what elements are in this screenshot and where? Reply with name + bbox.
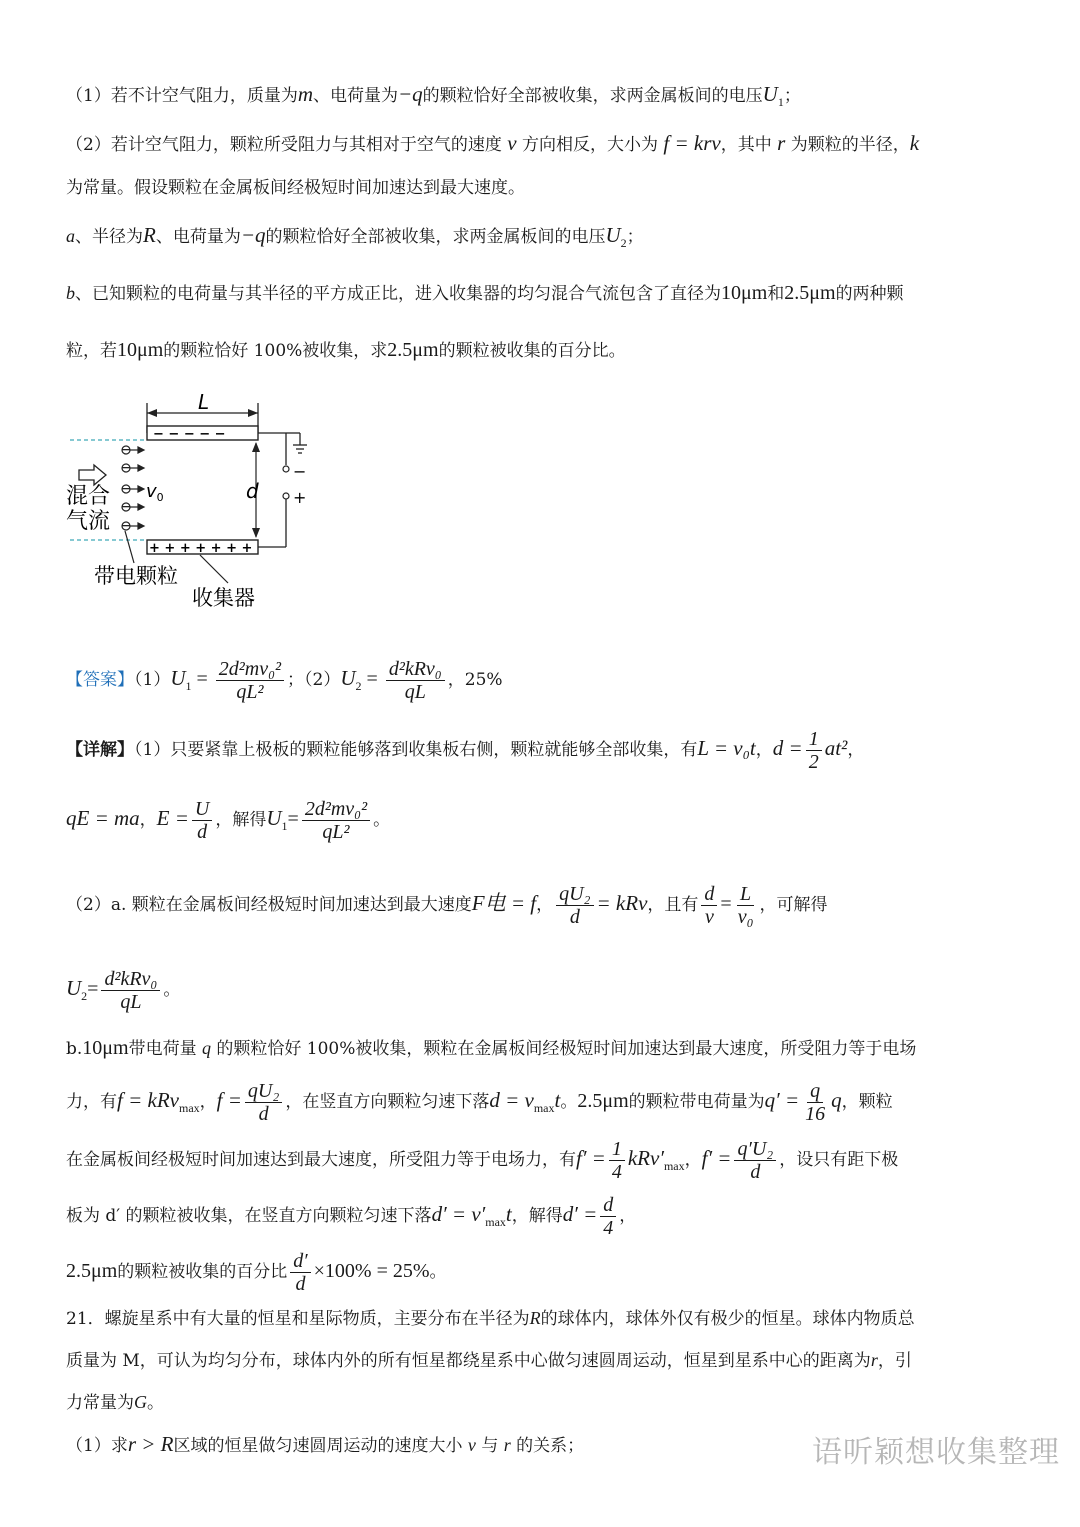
- detail-line-4: $U_2=$ $\frac{\text{d²kRv₀}}{qL}$ 。: [66, 968, 181, 1013]
- particles-label: 带电颗粒: [94, 564, 178, 588]
- collector-diagram: [60, 385, 330, 620]
- figure-L-label: L: [198, 390, 210, 414]
- detail-line-9: 2.5μm的颗粒被收集的百分比 $\frac{d'}{d}$ ×100% = 25%。: [66, 1250, 447, 1295]
- detail-line-5: b.10μm带电荷量 q 的颗粒恰好 100%被收集，颗粒在金属板间经极短时间加速达到最大速度，所受阻力等于电场: [66, 1037, 917, 1059]
- detail-line-2: qE = ma，E = $\frac{U}{d}$ ，解得$U_1=$ $\frac{\text{2d²mv₀²}}{\text{qL²}}$ 。: [66, 798, 391, 843]
- bottom-plate-charges: + + + + + + +: [149, 541, 253, 556]
- detail-line-8: 板为 d′ 的颗粒被收集，在竖直方向颗粒匀速下落$d' = v'_{max}t$，解得d′ = $\frac{d}{4}$ ，: [66, 1194, 637, 1239]
- collector-label: 收集器: [192, 586, 255, 610]
- question-21-line-4: （1）求r > R区域的恒星做匀速圆周运动的速度大小 v 与 r 的关系；: [66, 1432, 585, 1456]
- figure-d-label: d: [246, 479, 259, 503]
- question-21-line-3: 力常量为G。: [66, 1392, 164, 1413]
- mixed-flow-label-2: 气流: [66, 509, 111, 534]
- detail-tag: 【详解】: [66, 740, 134, 760]
- question-2b-line-2: 粒，若10μm的颗粒恰好 100%被收集，求2.5μm的颗粒被收集的百分比。: [66, 339, 626, 361]
- question-2a: a、半径为R、电荷量为−q的颗粒恰好全部被收集，求两金属板间的电压$U_2$；: [66, 223, 644, 250]
- mixed-flow-label-1: 混合: [66, 484, 111, 509]
- question-21-line-1: 21．螺旋星系中有大量的恒星和星际物质，主要分布在半径为R的球体内，球体外仅有极少的恒星。球体内物质总: [66, 1308, 915, 1329]
- detail-line-7: 在金属板间经极短时间加速达到最大速度，所受阻力等于电场力，有f′ = $\frac{1}{4}$ $kRv'_{max}$，f′ = $\frac{\text{q′U₂}}{d}$ ，设只有距下极: [66, 1138, 899, 1183]
- figure-v0-label: $v_0$: [146, 481, 164, 504]
- question-1: （1）若不计空气阻力，质量为m、电荷量为−q的颗粒恰好全部被收集，求两金属板间的电压$U_1$；: [66, 82, 801, 109]
- top-plate-charges: − − − − −: [153, 427, 226, 442]
- answer-line: 【答案】$(1)U_1$ = $\frac{\text{2d²mv₀²}}{\text{qL²}}$ ；$(2)U_2$ = $\frac{\text{d²kRv₀}}{qL}$ ，25%: [66, 658, 503, 703]
- terminal-plus: +: [293, 488, 307, 507]
- watermark: 语听颖想收集整理: [812, 1435, 1060, 1470]
- answer-tag: 【答案】: [66, 670, 134, 690]
- question-2b: b、已知颗粒的电荷量与其半径的平方成正比，进入收集器的均匀混合气流包含了直径为10μm和2.5μm的两种颗: [66, 282, 904, 304]
- question-2-line-2: 为常量。假设颗粒在金属板间经极短时间加速达到最大速度。: [66, 178, 525, 198]
- detail-line-3: （2）a. 颗粒在金属板间经极短时间加速达到最大速度F电 = f， $\frac{\text{qU₂}}{d}$ = kRv，且有 $\frac{d}{v}$ = $\frac{L}{\text{v₀}}$ ，可解得: [66, 883, 828, 928]
- question-21-line-2: 质量为 M，可认为均匀分布，球体内外的所有恒星都绕星系中心做匀速圆周运动，恒星到星系中心的距离为r，引: [66, 1350, 912, 1371]
- detail-line-6: 力，有f = kRv$_{max}$，f = $\frac{\text{qU₂}}{d}$ ，在竖直方向颗粒匀速下落$d = v_{max}t$。2.5μm的颗粒带电荷量为q′ = $\frac{q}{16}$ q，颗粒: [66, 1080, 893, 1125]
- detail-line-1: 【详解】（1）只要紧靠上极板的颗粒能够落到收集板右侧，颗粒就能够全部收集，有L = v₀t，d = $\frac{1}{2}$ at²，: [66, 728, 865, 773]
- terminal-minus: −: [293, 462, 307, 481]
- question-2: （2）若计空气阻力，颗粒所受阻力与其相对于空气的速度 v 方向相反，大小为 f = krv，其中 r 为颗粒的半径，k: [66, 131, 920, 155]
